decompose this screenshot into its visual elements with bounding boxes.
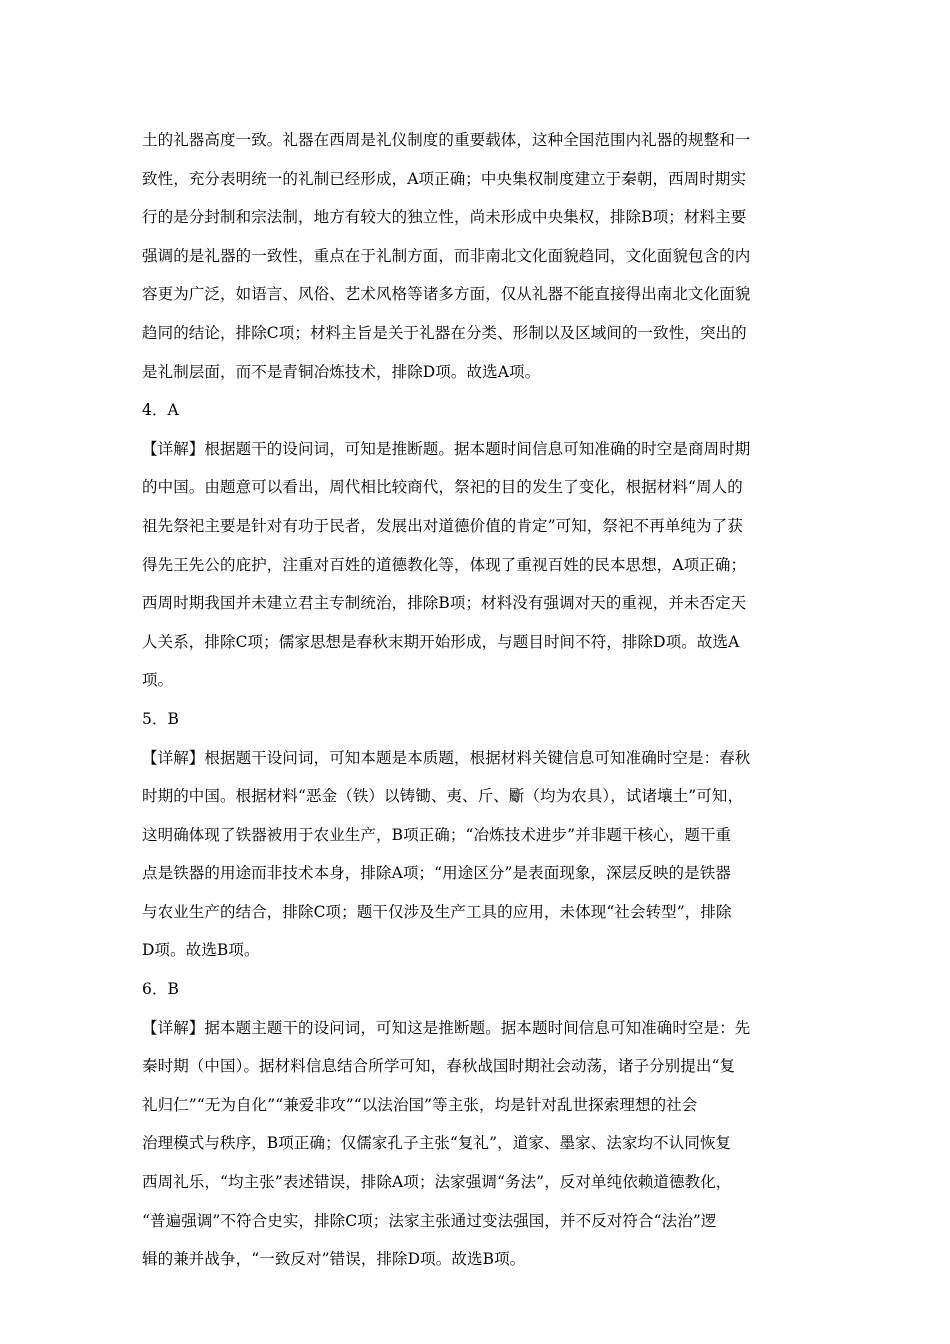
paragraph-line: 致性，充分表明统一的礼制已经形成，A项正确；中央集权制度建立于秦朝，西周时期实	[142, 169, 747, 188]
paragraph-line: 【详解】根据题干的设问词，可知是推断题。据本题时间信息可知准确的时空是商周时期	[142, 439, 751, 458]
paragraph-line: 【详解】根据题干设问词，可知本题是本质题，根据材料关键信息可知准确时空是：春秋	[142, 748, 751, 767]
paragraph-line: 祖先祭祀主要是针对有功于民者，发展出对道德价值的肯定”可知，祭祀不再单纯为了获	[142, 516, 743, 535]
paragraph-line: 秦时期（中国）。据材料信息结合所学可知，春秋战国时期社会动荡，诸子分别提出“复	[142, 1057, 736, 1076]
paragraph-line: 人关系，排除C项；儒家思想是春秋末期开始形成，与题目时间不符，排除D项。故选A	[142, 632, 740, 651]
paragraph-line: 西周时期我国并未建立君主专制统治，排除B项；材料没有强调对天的重视，并未否定天	[142, 594, 747, 613]
paragraph-line: 行的是分封制和宗法制，地方有较大的独立性，尚未形成中央集权，排除B项；材料主要	[142, 208, 747, 227]
question-6-explanation	[142, 1009, 808, 1279]
paragraph-line: 项。	[142, 671, 174, 690]
paragraph-line: 【详解】据本题主题干的设问词，可知这是推断题。据本题时间信息可知准确时空是：先	[142, 1018, 751, 1037]
paragraph-line: D项。故选B项。	[142, 941, 260, 960]
paragraph-line: 趋同的结论，排除C项；材料主旨是关于礼器在分类、形制以及区域间的一致性，突出的	[142, 323, 747, 342]
question-4-explanation	[142, 430, 808, 700]
paragraph-line: 时期的中国。根据材料“恶金（铁）以铸锄、夷、斤、斸（均为农具），试诸壤土”可知，	[142, 787, 744, 806]
paragraph-line: 辑的兼并战争，“一致反对”错误，排除D项。故选B项。	[142, 1250, 526, 1269]
question-4-answer: 4．A	[142, 401, 179, 420]
paragraph-line: 的中国。由题意可以看出，周代相比较商代，祭祀的目的发生了变化，根据材料“周人的	[142, 478, 743, 497]
paragraph-line: “普遍强调”不符合史实，排除C项；法家主张通过变法强国，并不反对符合“法治”逻	[142, 1211, 717, 1230]
paragraph-line: 治理模式与秩序，B项正确；仅儒家孔子主张“复礼”，道家、墨家、法家均不认同恢复	[142, 1134, 732, 1153]
question-6-answer: 6．B	[142, 980, 180, 999]
document-body	[142, 121, 808, 1279]
question-3-explanation	[142, 121, 808, 391]
paragraph-line: 是礼制层面，而不是青铜冶炼技术，排除D项。故选A项。	[142, 362, 541, 381]
paragraph-line: 礼归仁”“无为自化”“兼爱非攻”“以法治国”等主张，均是针对乱世探索理想的社会	[142, 1095, 698, 1114]
paragraph-line: 强调的是礼器的一致性，重点在于礼制方面，而非南北文化面貌趋同，文化面貌包含的内	[142, 246, 751, 265]
question-5-answer: 5．B	[142, 709, 180, 728]
question-5-explanation	[142, 739, 808, 971]
paragraph-line: 得先王先公的庇护，注重对百姓的道德教化等，体现了重视百姓的民本思想，A项正确；	[142, 555, 747, 574]
paragraph-line: 土的礼器高度一致。礼器在西周是礼仪制度的重要载体，这种全国范围内礼器的规整和一	[142, 131, 751, 149]
paragraph-line: 西周礼乐，“均主张”表述错误，排除A项；法家强调“务法”，反对单纯依赖道德教化，	[142, 1173, 732, 1192]
paragraph-line: 容更为广泛，如语言、风俗、艺术风格等诸多方面，仅从礼器不能直接得出南北文化面貌	[142, 285, 751, 304]
paragraph-line: 与农业生产的结合，排除C项；题干仅涉及生产工具的应用，未体现“社会转型”，排除	[142, 902, 732, 921]
paragraph-line: 点是铁器的用途而非技术本身，排除A项；“用途区分”是表面现象，深层反映的是铁器	[142, 864, 731, 883]
paragraph-line: 这明确体现了铁器被用于农业生产，B项正确；“冶炼技术进步”并非题干核心，题干重	[142, 825, 732, 844]
